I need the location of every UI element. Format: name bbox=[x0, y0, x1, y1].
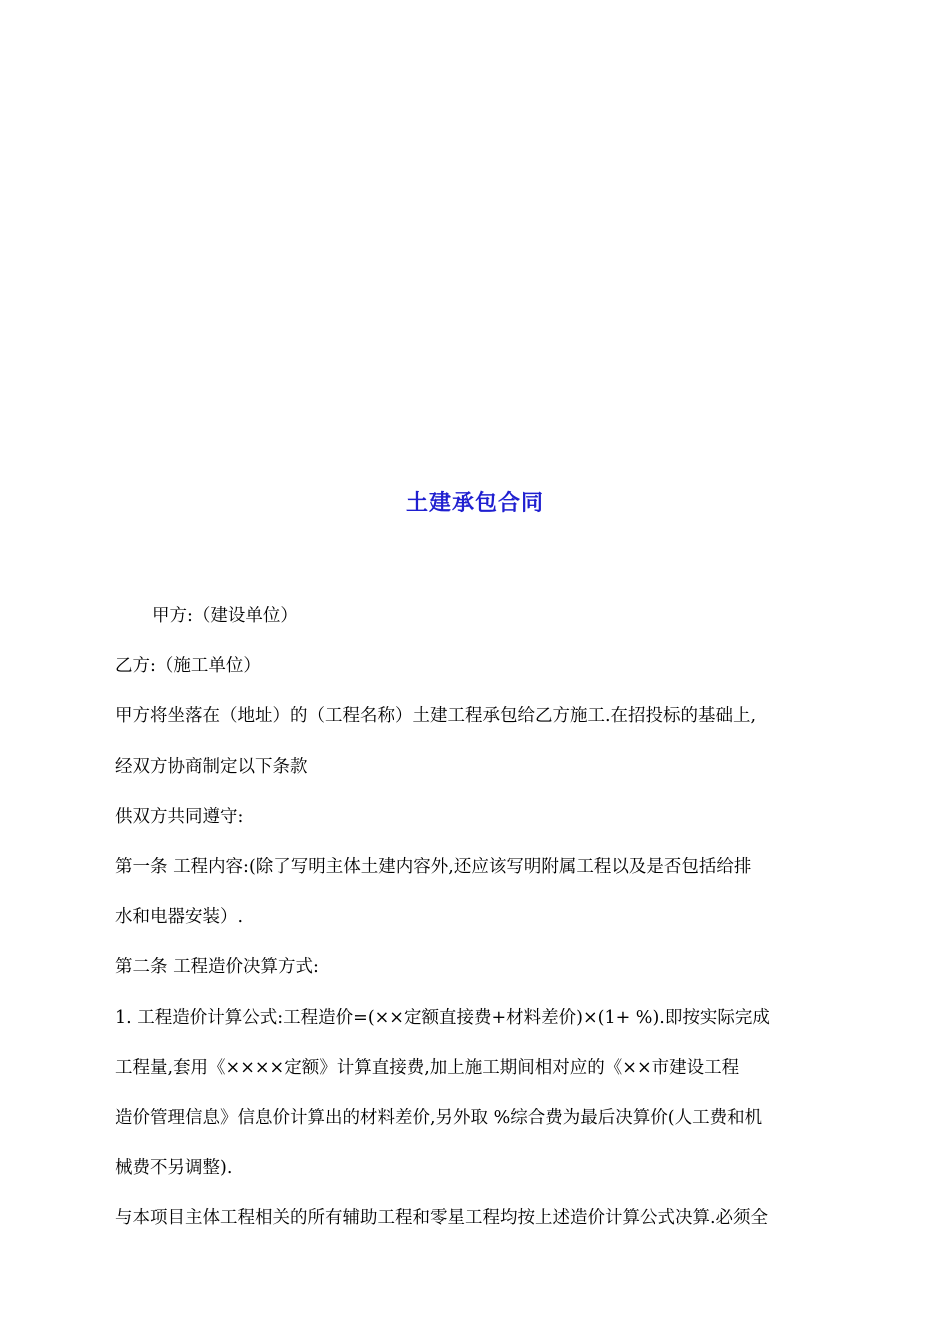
document-body bbox=[115, 603, 837, 1255]
preamble-line: 供双方共同遵守: bbox=[115, 806, 244, 827]
article-2-line: 造价管理信息》信息价计算出的材料差价,另外取 %综合费为最后决算价(人工费和机 bbox=[115, 1107, 763, 1128]
article-1-line: 第一条 工程内容:(除了写明主体土建内容外,还应该写明附属工程以及是否包括给排 bbox=[115, 856, 752, 877]
article-2-line: 工程量,套用《××××定额》计算直接费,加上施工期间相对应的《××市建设工程 bbox=[115, 1057, 740, 1078]
article-2-line: 械费不另调整). bbox=[115, 1158, 233, 1179]
party-b-line: 乙方:（施工单位） bbox=[115, 656, 261, 677]
article-2-heading: 第二条 工程造价决算方式: bbox=[115, 957, 319, 978]
document-title: 土建承包合同 bbox=[405, 491, 544, 516]
preamble-line: 甲方将坐落在（地址）的（工程名称）土建工程承包给乙方施工.在招投标的基础上, bbox=[115, 706, 757, 727]
article-2-line: 与本项目主体工程相关的所有辅助工程和零星工程均按上述造价计算公式决算.必须全 bbox=[115, 1208, 769, 1229]
article-2-line: 1. 工程造价计算公式:工程造价=(××定额直接费+材料差价)×(1+ %).即按实际完成 bbox=[115, 1007, 770, 1028]
article-1-line: 水和电器安装）. bbox=[115, 907, 244, 928]
preamble-line: 经双方协商制定以下条款 bbox=[115, 756, 308, 777]
party-a-line: 甲方:（建设单位） bbox=[152, 606, 298, 626]
